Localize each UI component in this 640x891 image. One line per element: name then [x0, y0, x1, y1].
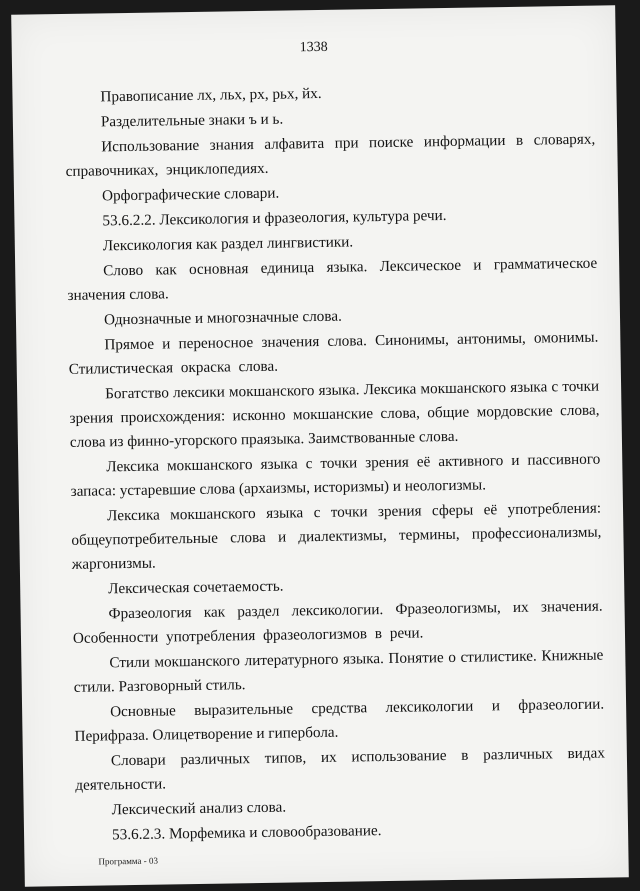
- page-number: 1338: [299, 39, 328, 56]
- paragraph: Лексика мокшанского языка с точки зрения её активного и пассивного запаса: устаревшие слова (архаизмы, историзмы) и неологизмы.: [70, 450, 601, 500]
- paragraph: Прямое и переносное значения слова. Синонимы, антонимы, омонимы. Стилистическая окраска слова.: [68, 328, 599, 378]
- paragraph: Фразеология как раздел лексикологии. Фразеологизмы, их значения. Особенности употребления фразеологизмов в речи.: [72, 597, 603, 647]
- paragraph: Слово как основная единица языка. Лексическое и грамматическое значения слова.: [67, 254, 598, 304]
- paragraph: Использование знания алфавита при поиске информации в словарях, справочниках, энциклопедиях.: [65, 130, 596, 180]
- paragraph: Стили мокшанского литературного языка. Понятие о стилистике. Книжные стили. Разговорный стиль.: [73, 646, 604, 696]
- paragraph: Богатство лексики мокшанского языка. Лексика мокшанского языка с точки зрения происхождения: исконно мокшанские слова, общие мордовские слова, слова из финно-угорского праязыка. Заимствованные слова.: [69, 377, 600, 451]
- paragraph: Разделительные знаки ъ и ь.: [100, 110, 284, 131]
- paragraph: Лексическая сочетаемость.: [108, 577, 284, 598]
- document-page: [11, 5, 629, 886]
- document-body: [64, 78, 606, 849]
- paragraph: Лексический анализ слова.: [111, 798, 287, 819]
- paragraph: Словари различных типов, их использование в различных видах деятельности.: [75, 744, 605, 794]
- paragraph: Основные выразительные средства лексикологии и фразеологии. Перифраза. Олицетворение и гипербола.: [74, 695, 605, 745]
- paragraph: Лексикология как раздел лингвистики.: [102, 233, 354, 255]
- section-heading: 53.6.2.2. Лексикология и фразеология, культура речи.: [102, 206, 447, 230]
- section-heading: 53.6.2.3. Морфемика и словообразование.: [111, 822, 382, 844]
- paragraph: Правописание лх, льх, рх, рьх, йх.: [100, 84, 322, 106]
- paragraph: Орфографические словари.: [101, 184, 280, 205]
- paragraph: Однозначные и многозначные слова.: [103, 307, 342, 329]
- paragraph: Лексика мокшанского языка с точки зрения сферы её употребления: общеупотребительные слова и диалектизмы, термины, профессионализмы, жаргонизмы.: [71, 499, 602, 573]
- page-footer: Программа - 03: [98, 855, 159, 867]
